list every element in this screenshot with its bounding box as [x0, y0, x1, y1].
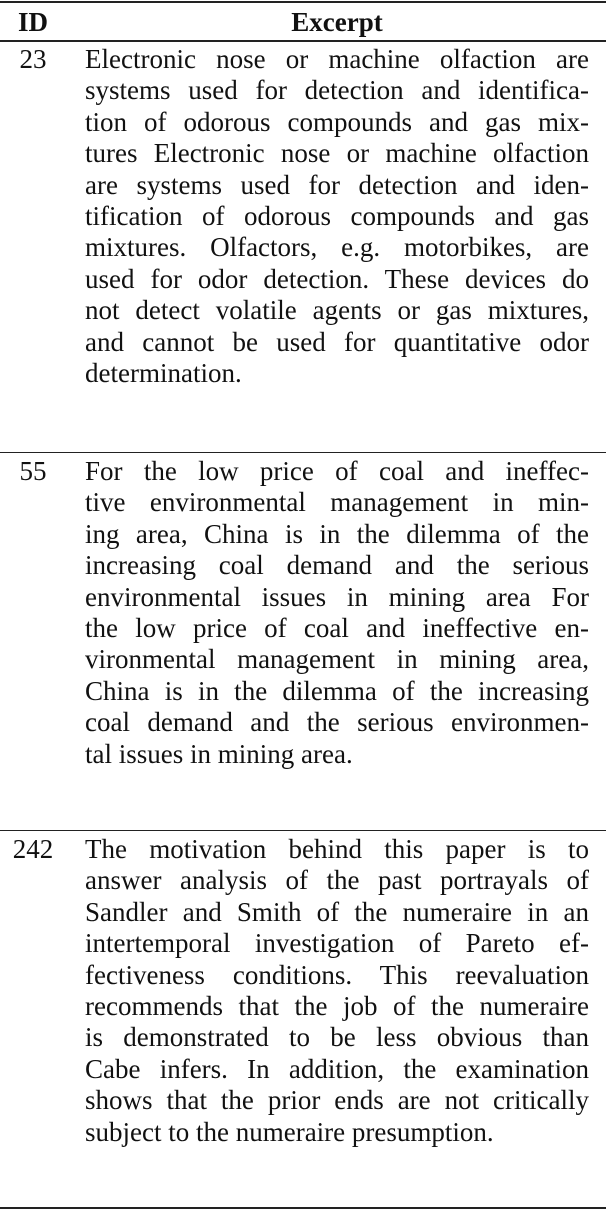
excerpt-line: intertemporal investigation of Pareto ef-: [85, 928, 589, 959]
row-id: 242: [12, 834, 54, 864]
excerpt-line: Sandler and Smith of the numeraire in an: [85, 896, 589, 927]
excerpt-line: systems used for detection and identifica-: [85, 75, 589, 106]
excerpt-line: determination.: [85, 357, 242, 388]
excerpt-line: answer analysis of the past portrayals of: [85, 865, 589, 896]
excerpt-line: tification of odorous compounds and gas: [85, 200, 589, 231]
row-excerpt: [85, 456, 589, 770]
row-rule: [0, 452, 606, 453]
excerpt-line: increasing coal demand and the serious: [85, 550, 589, 581]
row-id: 55: [19, 456, 47, 486]
excerpt-line: Cabe infers. In addition, the examination: [85, 1053, 589, 1084]
header-rule: [0, 40, 606, 42]
excerpt-line: The motivation behind this paper is to: [85, 834, 589, 864]
excerpt-line: Electronic nose or machine olfaction are: [85, 44, 589, 74]
excerpt-line: is demonstrated to be less obvious than: [85, 1022, 589, 1053]
excerpt-line: recommends that the job of the numeraire: [85, 990, 589, 1021]
row-excerpt: [85, 834, 589, 1148]
excerpt-line: vironmental management in mining area,: [85, 644, 589, 675]
excerpt-line: tive environmental management in min-: [85, 487, 589, 518]
excerpt-line: environmental issues in mining area For: [85, 581, 589, 612]
excerpt-line: used for odor detection. These devices do: [85, 263, 589, 294]
header-excerpt: Excerpt: [291, 7, 383, 37]
excerpt-line: tion of odorous compounds and gas mix-: [85, 106, 589, 137]
excerpt-line: coal demand and the serious environmen-: [85, 707, 589, 738]
excerpt-line: mixtures. Olfactors, e.g. motorbikes, are: [85, 232, 589, 263]
row-id: 23: [19, 44, 47, 74]
header-id: ID: [17, 7, 48, 37]
excerpt-line: are systems used for detection and iden-: [85, 169, 589, 200]
excerpt-line: tal issues in mining area.: [85, 738, 353, 769]
excerpt-line: ing area, China is in the dilemma of the: [85, 518, 589, 549]
top-rule: [0, 1, 606, 3]
excerpt-line: subject to the numeraire presumption.: [85, 1116, 494, 1147]
excerpt-line: fectiveness conditions. This reevaluation: [85, 959, 589, 990]
bottom-rule: [0, 1207, 606, 1209]
excerpt-line: not detect volatile agents or gas mixtures,: [85, 295, 589, 326]
row-excerpt: [85, 44, 589, 389]
excerpt-line: and cannot be used for quantitative odor: [85, 326, 589, 357]
excerpt-line: shows that the prior ends are not critically: [85, 1085, 589, 1116]
excerpt-line: For the low price of coal and ineffec-: [85, 456, 589, 486]
row-rule: [0, 830, 606, 831]
excerpt-line: the low price of coal and ineffective en-: [85, 612, 589, 643]
excerpt-line: China is in the dilemma of the increasing: [85, 675, 589, 706]
excerpt-line: tures Electronic nose or machine olfaction: [85, 138, 589, 169]
